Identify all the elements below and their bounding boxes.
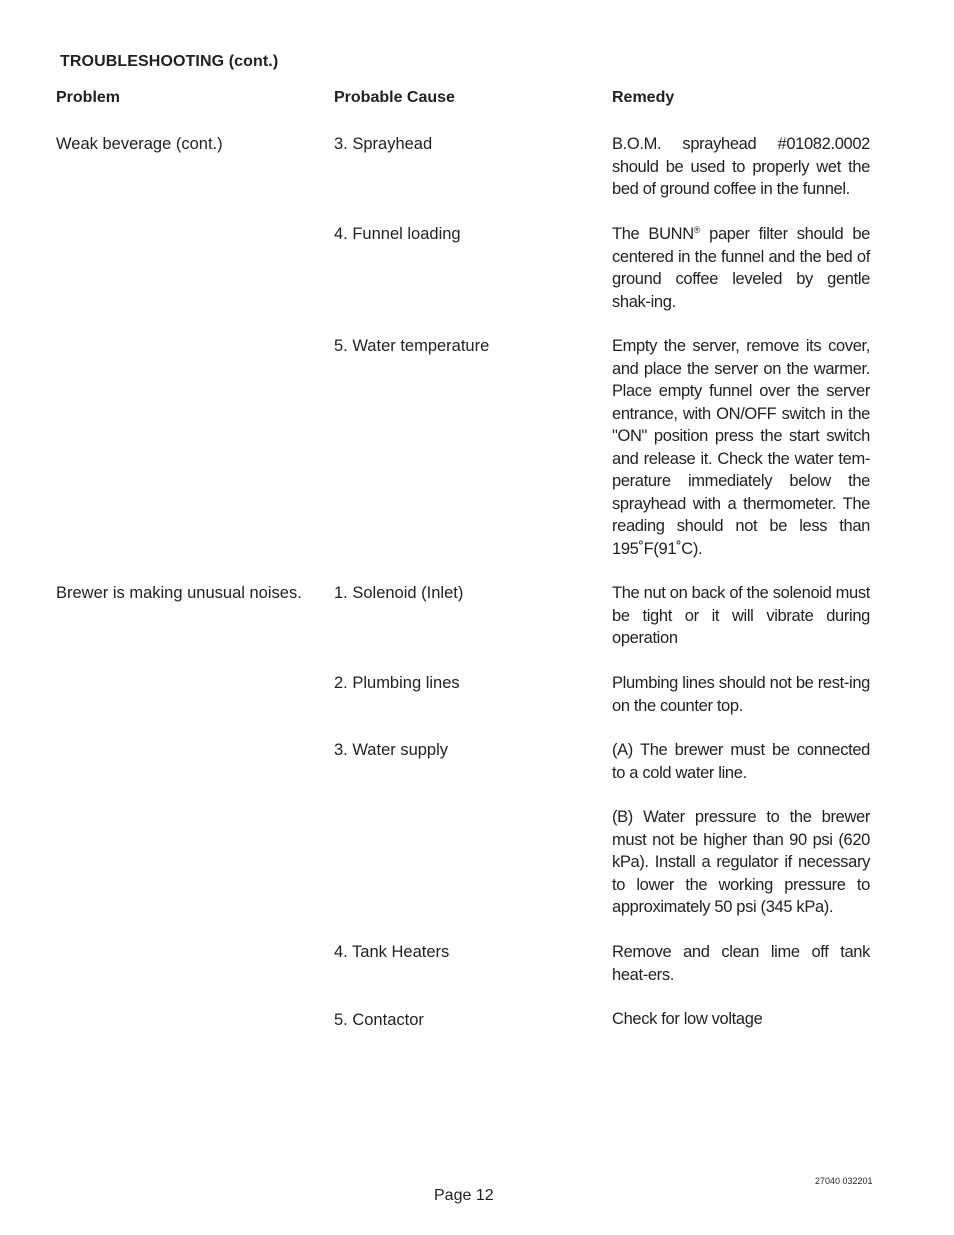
document-code: 27040 032201: [815, 1176, 873, 1186]
page-number: Page 12: [434, 1187, 494, 1204]
section-heading: TROUBLESHOOTING (cont.): [60, 53, 279, 70]
remedy-tank-heaters: Remove and clean lime off tank heat-ers.: [612, 943, 870, 984]
cause-contactor: 5. Contactor: [334, 1011, 424, 1029]
remedy-water-temperature: Empty the server, remove its cover, and place the server on the warmer. Place empty funnel over the server entrance, with ON/OFF switch in the "ON" position press the start switch and release it. Check the water tem-perature immediately below the sprayhead with a thermometer. The reading should not be less than 195˚F(91˚C).: [612, 337, 870, 558]
remedy-funnel-loading-text-start: The BUNN: [612, 225, 694, 243]
cause-tank-heaters: 4. Tank Heaters: [334, 943, 450, 961]
remedy-funnel-loading: [612, 223, 870, 313]
remedy-water-supply-b: (B) Water pressure to the brewer must not be higher than 90 psi (620 kPa). Install a regulator if necessary to lower the working pressure to approximately 50 psi (345 kPa).: [612, 808, 870, 916]
remedy-funnel-loading-text-end: paper filter should be centered in the funnel and the bed of ground coffee leveled by gentle shak-ing.: [612, 225, 870, 311]
problem-unusual-noises: Brewer is making unusual noises.: [56, 584, 302, 602]
problem-weak-beverage: Weak beverage (cont.): [56, 135, 223, 153]
column-header-remedy: Remedy: [612, 89, 675, 106]
remedy-water-supply-a: (A) The brewer must be connected to a cold water line.: [612, 741, 870, 782]
cause-water-supply: 3. Water supply: [334, 741, 449, 759]
remedy-plumbing-lines: Plumbing lines should not be rest-ing on the counter top.: [612, 674, 870, 715]
cause-plumbing-lines: 2. Plumbing lines: [334, 674, 460, 692]
column-header-problem: Problem: [56, 89, 121, 106]
remedy-contactor: Check for low voltage: [612, 1010, 763, 1028]
remedy-sprayhead: B.O.M. sprayhead #01082.0002 should be used to properly wet the bed of ground coffee in the funnel.: [612, 135, 870, 198]
column-header-probable-cause: Probable Cause: [334, 89, 455, 106]
cause-water-temperature: 5. Water temperature: [334, 337, 490, 355]
cause-sprayhead: 3. Sprayhead: [334, 135, 433, 153]
registered-mark: ®: [693, 225, 701, 235]
cause-funnel-loading: 4. Funnel loading: [334, 225, 461, 243]
cause-solenoid-inlet: 1. Solenoid (Inlet): [334, 584, 464, 602]
remedy-solenoid-inlet: The nut on back of the solenoid must be tight or it will vibrate during operation: [612, 584, 870, 647]
